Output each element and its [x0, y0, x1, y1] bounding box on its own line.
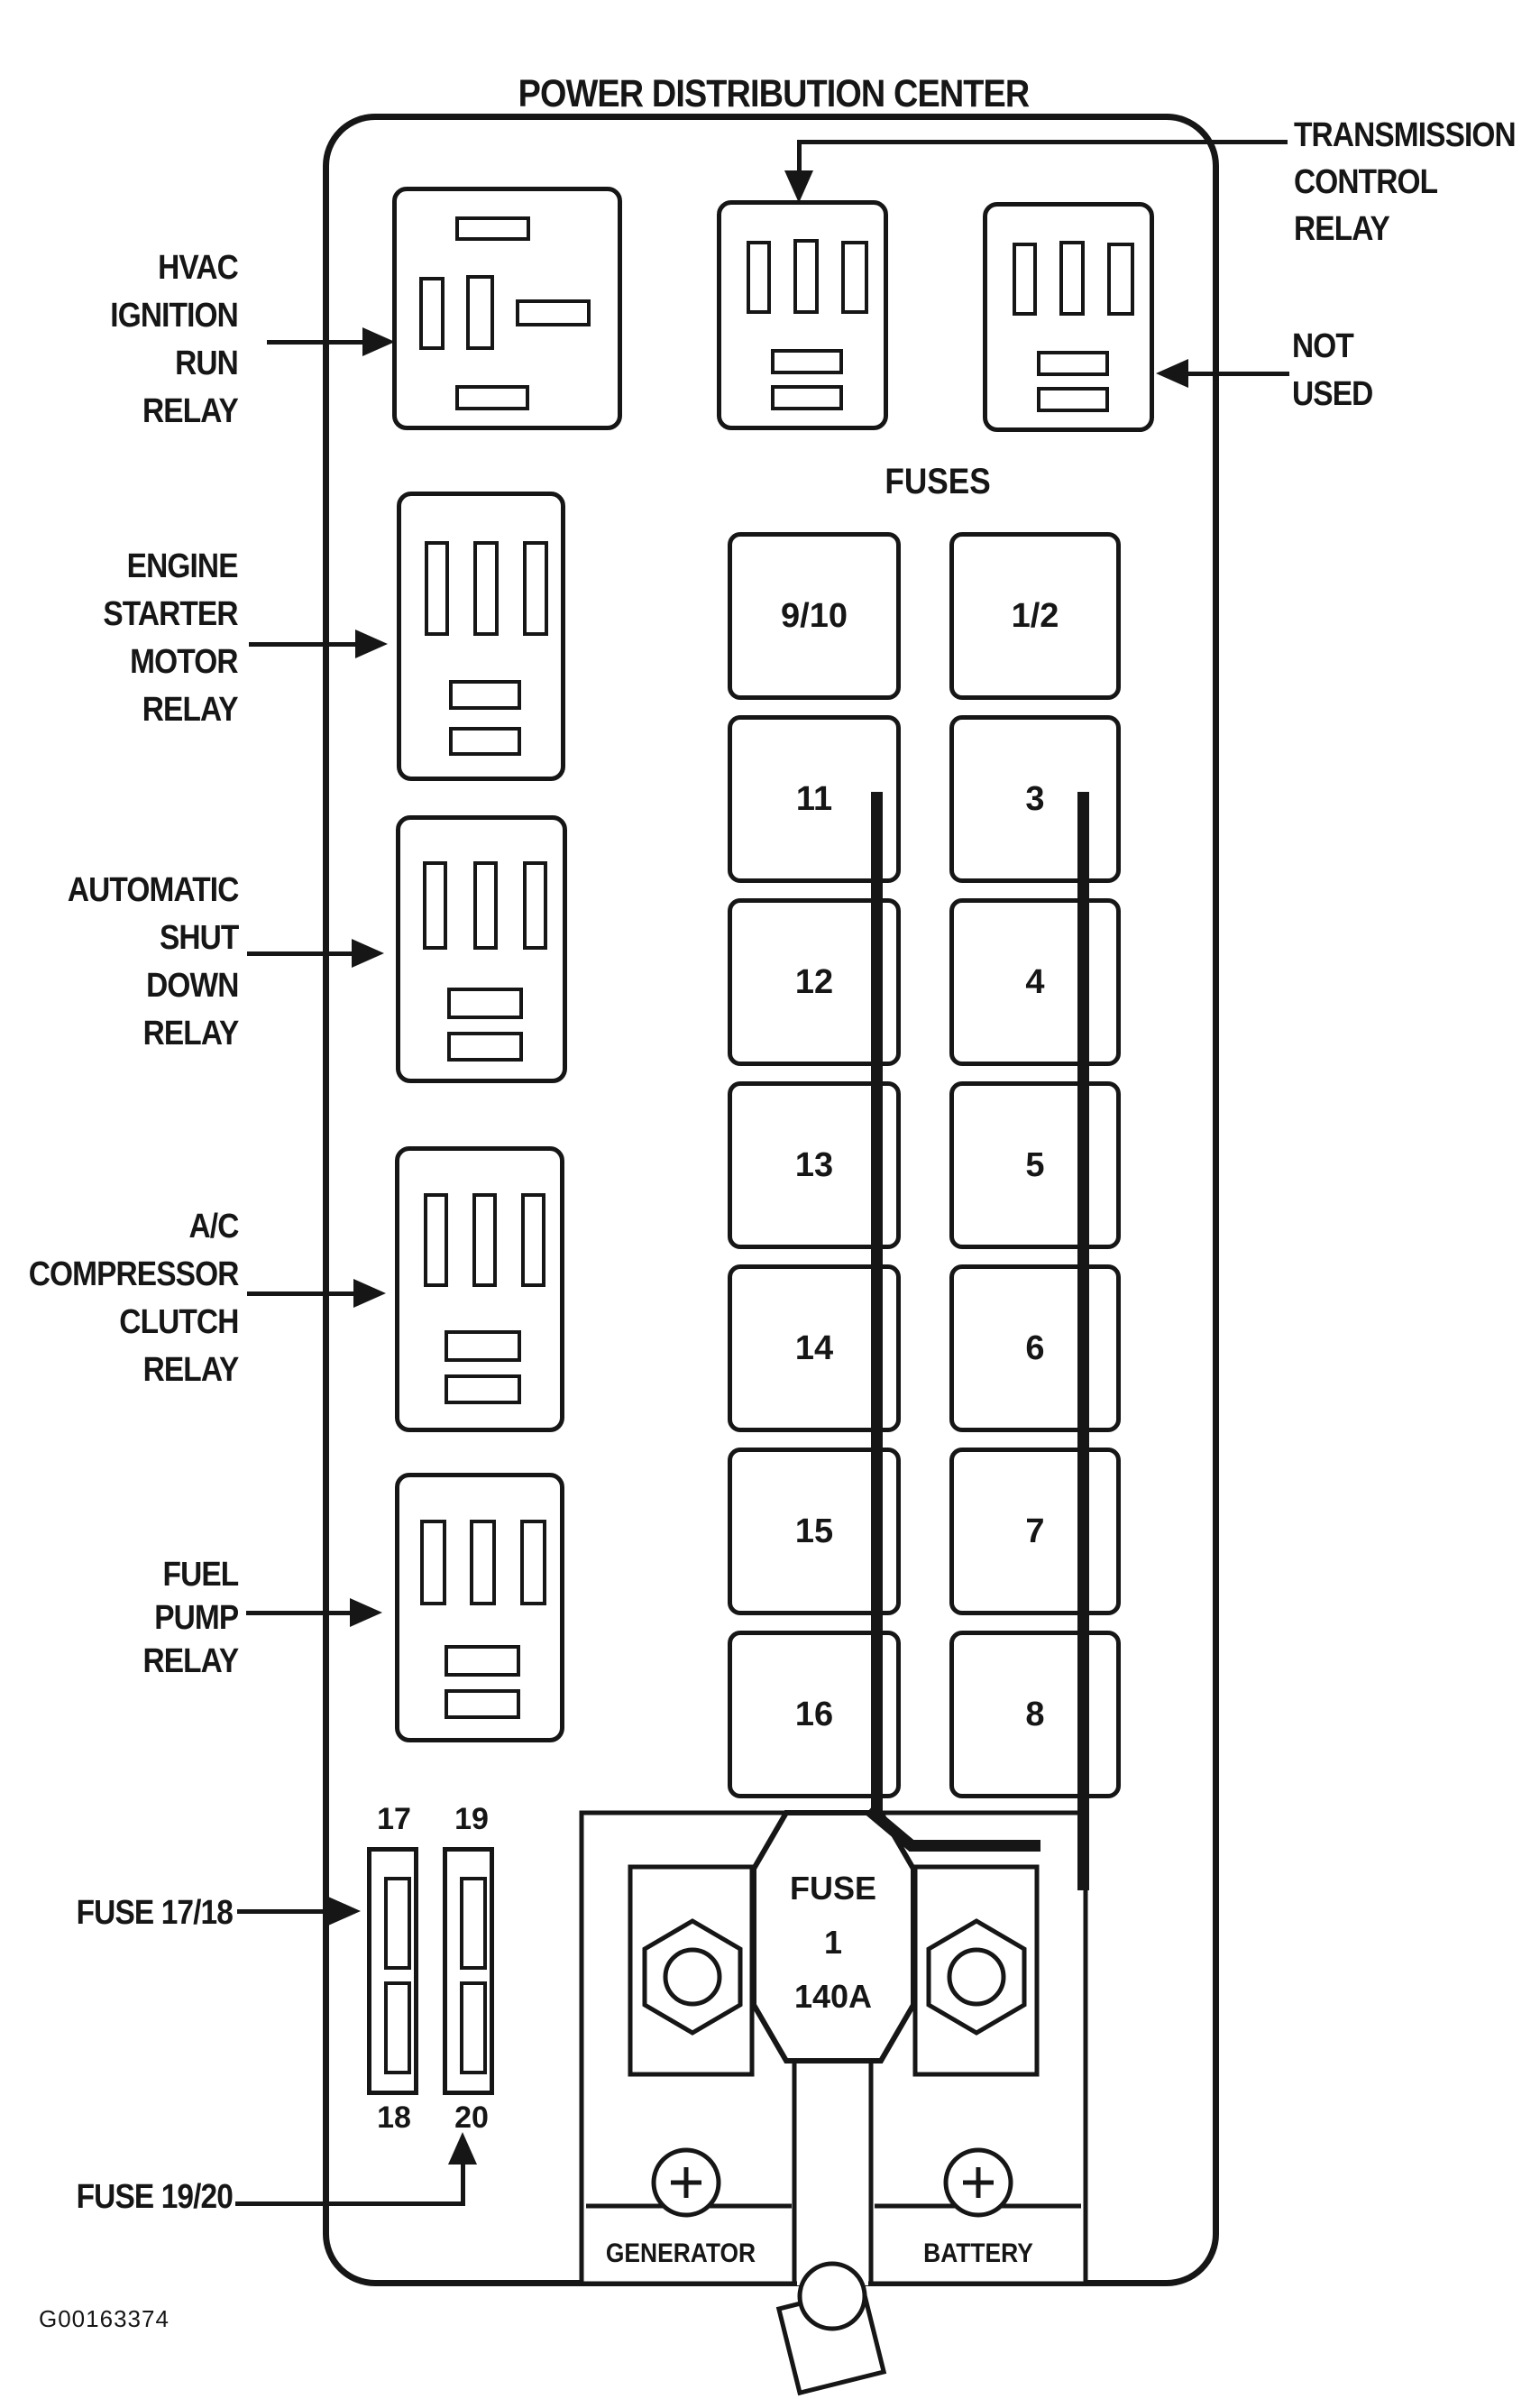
label-ac-compressor-clutch-relay: A/C COMPRESSOR CLUTCH RELAY [28, 1208, 238, 1389]
fuse-label: 13 [794, 1145, 834, 1184]
grommet-circle [800, 2264, 865, 2329]
mini-fuse-number-19: 19 [454, 1802, 489, 1836]
fuse-holder-17-18 [367, 1847, 418, 2095]
hvac-arrow-right-icon [362, 327, 395, 356]
starter-arrow-right-icon [355, 630, 388, 658]
fuse1920-leader-line [235, 2201, 464, 2206]
notused-arrow-left-icon [1156, 359, 1188, 388]
fuse-label: 15 [794, 1512, 834, 1550]
asd-leader-line [247, 951, 352, 956]
fuse-label: 14 [794, 1328, 834, 1367]
tcr-arrow-down-icon [784, 170, 813, 203]
fuse-label: 7 [1025, 1512, 1045, 1550]
power-cable-left-horizontal [909, 1840, 1040, 1852]
ac-leader-line [247, 1291, 353, 1296]
hvac-leader-line [267, 340, 366, 345]
fuse1920-leader-vertical [461, 2163, 465, 2206]
diagram-title: POWER DISTRIBUTION CENTER [518, 72, 1030, 115]
figure-code: G00163374 [39, 2305, 170, 2332]
fuse1920-arrow-up-icon [448, 2132, 477, 2165]
label-fuel-pump-relay: FUEL PUMP RELAY [142, 1556, 238, 1680]
ac-arrow-right-icon [353, 1279, 386, 1308]
label-automatic-shut-down-relay: AUTOMATIC SHUT DOWN RELAY [67, 871, 238, 1052]
fuse-slot [460, 1981, 487, 2074]
power-cable-right [1077, 792, 1089, 1890]
label-hvac-ignition-run-relay: HVAC IGNITION RUN RELAY [110, 249, 238, 430]
mini-fuse-number-18: 18 [377, 2100, 411, 2135]
tcr-leader-line [799, 140, 1288, 144]
main-fuse-label: FUSE 1 140A [789, 1870, 876, 2015]
battery-terminal-label: BATTERY [923, 2238, 1033, 2268]
fuse-label: 16 [794, 1695, 834, 1733]
battery-nut-hole [949, 1950, 1004, 2004]
label-transmission-control-relay: TRANSMISSION CONTROL RELAY [1294, 116, 1516, 248]
fuse-label: 3 [1025, 779, 1045, 818]
fuse1-strip-fill [797, 2064, 868, 2285]
fuel-arrow-right-icon [350, 1598, 382, 1627]
fuse-slot [384, 1877, 411, 1970]
fuel-leader-line [246, 1611, 350, 1615]
label-not-used: NOT USED [1292, 327, 1373, 413]
tcr-leader-vertical [797, 140, 802, 172]
fuse1718-leader-line [237, 1909, 328, 1914]
fuse-slot [384, 1981, 411, 2074]
label-fuse-19-20: FUSE 19/20 [76, 2178, 233, 2216]
mini-fuse-number-17: 17 [377, 1802, 411, 1836]
fuse-label: 9/10 [781, 596, 848, 635]
fuse-label: 6 [1025, 1328, 1045, 1367]
fuse1718-arrow-right-icon [328, 1897, 361, 1926]
generator-terminal-label: GENERATOR [605, 2238, 756, 2268]
fuse-label: 5 [1025, 1145, 1045, 1184]
fuse-label: 12 [794, 962, 834, 1001]
fuses-heading: FUSES [885, 462, 991, 501]
fuse-label: 11 [795, 779, 833, 818]
asd-arrow-right-icon [352, 939, 384, 968]
label-fuse-17-18: FUSE 17/18 [76, 1894, 233, 1932]
fuse-label: 4 [1025, 962, 1045, 1001]
generator-nut-hole [665, 1950, 720, 2004]
notused-leader-line [1187, 372, 1289, 376]
label-engine-starter-motor-relay: ENGINE STARTER MOTOR RELAY [103, 547, 238, 729]
mini-fuse-number-20: 20 [454, 2100, 489, 2135]
fuse-label: 8 [1025, 1695, 1045, 1733]
starter-leader-line [249, 642, 355, 647]
fuse-slot [460, 1877, 487, 1970]
fuse-holder-19-20 [443, 1847, 494, 2095]
fuse-label: 1/2 [1011, 596, 1059, 635]
power-cable-left [871, 792, 883, 1814]
